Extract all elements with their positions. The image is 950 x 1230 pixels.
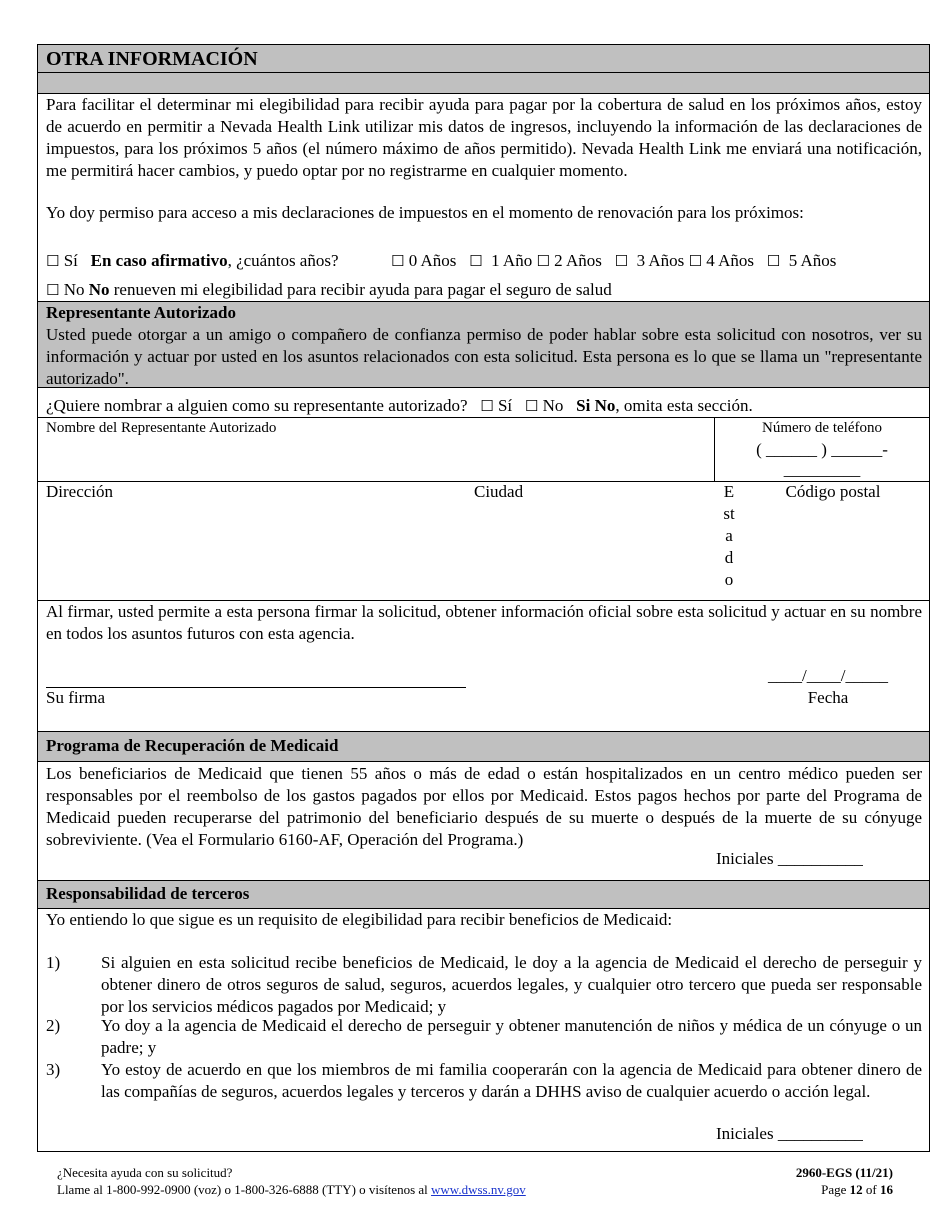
- state-letter: a: [725, 526, 733, 545]
- signature-line[interactable]: [46, 687, 466, 688]
- rep-zip-field[interactable]: Código postal: [785, 482, 881, 501]
- checkbox-1-year[interactable]: ☐: [469, 252, 483, 270]
- website-link[interactable]: www.dwss.nv.gov: [431, 1182, 526, 1197]
- footer-form-info: [700, 1164, 893, 1198]
- page-total: 16: [880, 1182, 893, 1197]
- list-item: Yo doy a la agencia de Medicaid el derecho de perseguir y obtener manutención de niños y médica de un cónyuge o un padre; y: [101, 1016, 922, 1057]
- date-label: Fecha: [807, 688, 849, 707]
- authorized-rep-description: Usted puede otorgar a un amigo o compañero de confianza permiso de poder hablar sobre esta solicitud con nosotros, ver su información y actuar por usted en los asuntos relacionados con esta solicitud. Esta persona es lo que se llama un "representante autorizado".: [46, 325, 922, 388]
- rep-phone-field-cont: _________: [783, 460, 861, 479]
- section-title-third-party: Responsabilidad de terceros: [46, 884, 250, 903]
- form-page: [37, 44, 930, 1152]
- third-party-intro: Yo entiendo lo que sigue es un requisito de elegibilidad para recibir beneficios de Medicaid:: [46, 910, 673, 929]
- checkbox-3-years[interactable]: ☐: [614, 252, 629, 270]
- tax-permission-text: Yo doy permiso para acceso a mis declaraciones de impuestos en el momento de renovación para los próximos:: [46, 203, 804, 222]
- section-title-authorized-rep: Representante Autorizado: [46, 303, 236, 322]
- rep-no-label: No: [542, 396, 564, 415]
- if-yes-bold: En caso afirmativo: [90, 251, 228, 270]
- page-current: 12: [849, 1182, 863, 1197]
- signature-consent-text: Al firmar, usted permite a esta persona firmar la solicitud, obtener información oficial sobre esta solicitud y actuar en su nombre en todos los asuntos futuros con esta agencia.: [46, 602, 922, 643]
- authorized-rep-question: ¿Quiere nombrar a alguien como su representante autorizado?: [46, 396, 468, 415]
- rep-city-field[interactable]: Ciudad: [474, 482, 524, 501]
- option-0-years: 0 Años: [408, 251, 457, 270]
- page-prefix: Page: [821, 1182, 847, 1197]
- option-1-year: 1 Año: [491, 251, 533, 270]
- no-renewal-text: renueven mi elegibilidad para recibir ayuda para pagar el seguro de salud: [113, 280, 612, 299]
- option-3-years: 3 Años: [636, 251, 685, 270]
- state-letter: st: [723, 504, 735, 523]
- list-item-number: 3): [46, 1060, 61, 1079]
- state-letter: d: [724, 548, 734, 567]
- divider: [38, 761, 929, 762]
- option-4-years: 4 Años: [706, 251, 754, 270]
- state-letter: E: [723, 482, 735, 501]
- no-label: No: [63, 280, 85, 299]
- checkbox-no-renewal[interactable]: ☐: [46, 281, 60, 299]
- list-item: Yo estoy de acuerdo en que los miembros de mi familia cooperarán con la agencia de Medicaid para obtener dinero de las compañías de seguros, acuerdos legales y terceros y darán a DHHS aviso de cualquier acuerdo o acción legal.: [101, 1060, 922, 1101]
- if-no-instruction: , omita esta sección.: [615, 396, 753, 415]
- page-number: [700, 1181, 893, 1198]
- state-letter: o: [724, 570, 734, 589]
- signature-label: Su firma: [46, 688, 106, 707]
- list-item: Si alguien en esta solicitud recibe beneficios de Medicaid, le doy a la agencia de Medicaid el derecho de perseguir y obtener dinero de otros seguros de salud, seguros, acuerdos legales, y cualquier otro tercero que pueda ser responsable por los servicios médicos pagados por Medicaid; y: [101, 953, 922, 1016]
- checkbox-5-years[interactable]: ☐: [766, 252, 781, 270]
- tax-consent-paragraph: Para facilitar el determinar mi elegibilidad para recibir ayuda para pagar por la cobertura de salud en los próximos años, estoy de acuerdo en permitir a Nevada Health Link utilizar mis datos de ingresos, incluyendo la información de las declaraciones de impuestos, para los próximos 5 años (el número máximo de años permitido). Nevada Health Link me enviará una notificación, me permitirá hacer cambios, y puedo optar por no registrarme en cualquier momento.: [46, 95, 922, 180]
- rep-phone-label: Número de teléfono: [762, 420, 882, 436]
- yes-renewal-row: [46, 250, 339, 272]
- checkbox-rep-no[interactable]: ☐: [524, 397, 539, 415]
- footer-contact: [57, 1181, 526, 1198]
- if-yes-question: , ¿cuántos años?: [227, 251, 339, 270]
- footer-call-text: Llame al 1-800-992-0900 (voz) o 1-800-326-6888 (TTY) o visítenos al: [57, 1182, 428, 1197]
- header-divider: [38, 72, 929, 73]
- medicaid-recovery-paragraph: Los beneficiarios de Medicaid que tienen 55 años o más de edad o están hospitalizados en un centro médico pueden ser responsables por el reembolso de los gastos pagados por ellos por Medicaid. Estos pagos hechos por parte del Programa de Medicaid pueden recuperarse del patrimonio del beneficiario después de su muerte o después de la muerte de su cónyuge sobreviviente. (Vea el Formulario 6160-AF, Operación del Programa.): [46, 764, 922, 849]
- checkbox-4-years[interactable]: ☐: [688, 252, 703, 270]
- third-party-initials[interactable]: Iniciales __________: [716, 1124, 863, 1143]
- rep-address-field[interactable]: Dirección: [46, 482, 114, 501]
- rep-phone-field[interactable]: ( ______ ) ______-: [756, 440, 888, 459]
- section-title-otra-informacion: OTRA INFORMACIÓN: [46, 48, 258, 70]
- date-field[interactable]: ____/____/_____: [768, 666, 888, 685]
- option-2-years: 2 Años: [554, 251, 602, 270]
- rep-yes-label: Sí: [497, 396, 513, 415]
- rep-name-field[interactable]: Nombre del Representante Autorizado: [46, 420, 277, 436]
- list-item-number: 1): [46, 953, 61, 972]
- years-options: [391, 250, 836, 272]
- no-renewal-row: [46, 279, 612, 301]
- section-title-medicaid-recovery: Programa de Recuperación de Medicaid: [46, 736, 339, 755]
- footer-help-question: ¿Necesita ayuda con su solicitud?: [57, 1165, 233, 1180]
- authorized-rep-question-row: [46, 395, 753, 417]
- checkbox-yes-renewal[interactable]: ☐: [46, 252, 60, 270]
- checkbox-2-years[interactable]: ☐: [536, 252, 550, 270]
- yes-label: Sí: [63, 251, 78, 270]
- no-bold: No: [88, 280, 110, 299]
- medicaid-recovery-initials[interactable]: Iniciales __________: [716, 849, 863, 868]
- footer-help: [57, 1164, 526, 1198]
- checkbox-0-years[interactable]: ☐: [391, 252, 405, 270]
- option-5-years: 5 Años: [788, 251, 837, 270]
- if-no-bold: Si No: [576, 396, 616, 415]
- form-id: 2960-EGS (11/21): [795, 1165, 893, 1180]
- page-of: of: [865, 1182, 877, 1197]
- list-item-number: 2): [46, 1016, 61, 1035]
- checkbox-rep-yes[interactable]: ☐: [480, 397, 494, 415]
